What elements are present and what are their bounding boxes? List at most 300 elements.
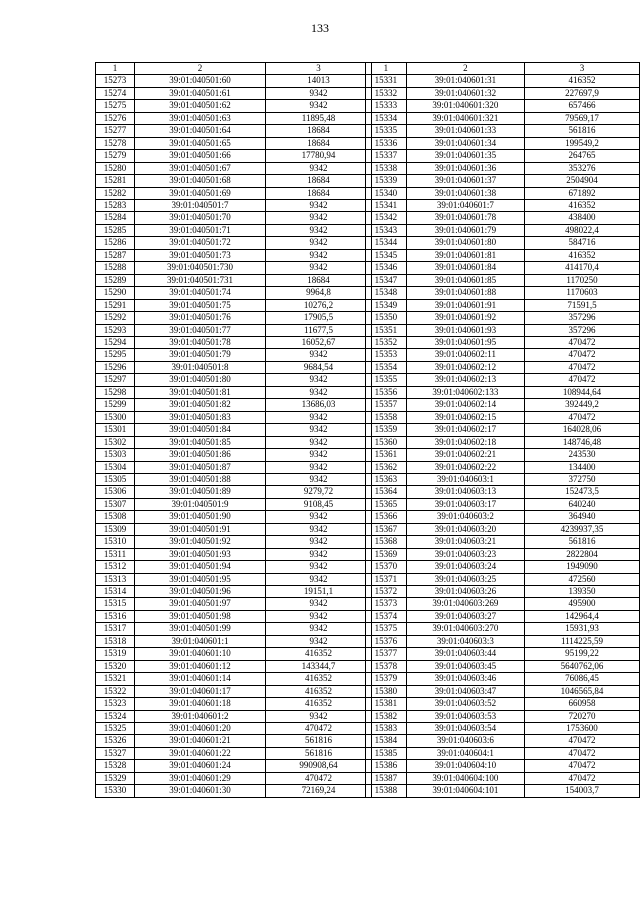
table-row: [96, 747, 372, 759]
cadastral-number-cell: 39:01:040501:95: [135, 573, 266, 585]
table-row: [96, 698, 372, 710]
row-number-cell: 15348: [366, 287, 407, 299]
table-row: [366, 623, 640, 635]
cadastral-number-cell: 39:01:040602:22: [406, 461, 524, 473]
table-row: [366, 287, 640, 299]
cadastral-number-cell: 39:01:040501:83: [135, 411, 266, 423]
cadastral-number-cell: 39:01:040601:29: [135, 772, 266, 784]
row-number-cell: 15273: [96, 75, 135, 87]
value-cell: 660958: [525, 698, 640, 710]
value-cell: 148746,48: [525, 436, 640, 448]
row-number-cell: 15342: [366, 212, 407, 224]
table-header-row: [366, 63, 640, 75]
cadastral-number-cell: 39:01:040603:53: [406, 710, 524, 722]
cadastral-number-cell: 39:01:040601:85: [406, 274, 524, 286]
table-row: [366, 723, 640, 735]
value-cell: 243530: [525, 449, 640, 461]
table-row: [366, 735, 640, 747]
value-cell: 9342: [266, 212, 372, 224]
value-cell: 414170,4: [525, 262, 640, 274]
value-cell: 470472: [525, 349, 640, 361]
row-number-cell: 15284: [96, 212, 135, 224]
table-row: [96, 150, 372, 162]
header-col-2: 2: [135, 63, 266, 75]
value-cell: 199549,2: [525, 137, 640, 149]
row-number-cell: 15337: [366, 150, 407, 162]
row-number-cell: 15380: [366, 685, 407, 697]
cadastral-number-cell: 39:01:040601:12: [135, 660, 266, 672]
row-number-cell: 15289: [96, 274, 135, 286]
table-row: [96, 710, 372, 722]
table-row: [366, 324, 640, 336]
row-number-cell: 15298: [96, 386, 135, 398]
cadastral-number-cell: 39:01:040601:93: [406, 324, 524, 336]
header-col-1: 1: [96, 63, 135, 75]
row-number-cell: 15282: [96, 187, 135, 199]
row-number-cell: 15367: [366, 523, 407, 535]
table-row: [96, 760, 372, 772]
row-number-cell: 15368: [366, 536, 407, 548]
value-cell: 416352: [266, 673, 372, 685]
value-cell: 139350: [525, 586, 640, 598]
row-number-cell: 15381: [366, 698, 407, 710]
table-row: [366, 511, 640, 523]
value-cell: 9342: [266, 573, 372, 585]
row-number-cell: 15372: [366, 586, 407, 598]
row-number-cell: 15302: [96, 436, 135, 448]
value-cell: 1949090: [525, 561, 640, 573]
cadastral-number-cell: 39:01:040603:45: [406, 660, 524, 672]
cadastral-number-cell: 39:01:040604:101: [406, 785, 524, 797]
value-cell: 9342: [266, 162, 372, 174]
value-cell: 470472: [525, 411, 640, 423]
table-row: [96, 511, 372, 523]
value-cell: 416352: [525, 75, 640, 87]
value-cell: 990908,64: [266, 760, 372, 772]
cadastral-number-cell: 39:01:040501:85: [135, 436, 266, 448]
table-row: [96, 312, 372, 324]
table-row: [96, 175, 372, 187]
row-number-cell: 15379: [366, 673, 407, 685]
row-number-cell: 15338: [366, 162, 407, 174]
value-cell: 438400: [525, 212, 640, 224]
cadastral-number-cell: 39:01:040604:1: [406, 747, 524, 759]
value-cell: 9342: [266, 511, 372, 523]
table-row: [366, 249, 640, 261]
cadastral-number-cell: 39:01:040601:7: [406, 199, 524, 211]
row-number-cell: 15313: [96, 573, 135, 585]
cadastral-number-cell: 39:01:040501:70: [135, 212, 266, 224]
table-row: [96, 299, 372, 311]
table-row: [96, 586, 372, 598]
cadastral-number-cell: 39:01:040603:13: [406, 486, 524, 498]
cadastral-number-cell: 39:01:040501:89: [135, 486, 266, 498]
row-number-cell: 15328: [96, 760, 135, 772]
table-row: [366, 137, 640, 149]
cadastral-number-cell: 39:01:040501:9: [135, 498, 266, 510]
cadastral-number-cell: 39:01:040601:80: [406, 237, 524, 249]
row-number-cell: 15377: [366, 648, 407, 660]
table-row: [366, 461, 640, 473]
table-row: [96, 349, 372, 361]
row-number-cell: 15355: [366, 374, 407, 386]
row-number-cell: 15279: [96, 150, 135, 162]
row-number-cell: 15353: [366, 349, 407, 361]
value-cell: 9342: [266, 386, 372, 398]
value-cell: 657466: [525, 100, 640, 112]
cadastral-number-cell: 39:01:040501:66: [135, 150, 266, 162]
row-number-cell: 15361: [366, 449, 407, 461]
value-cell: 1046565,84: [525, 685, 640, 697]
table-row: [366, 361, 640, 373]
cadastral-number-cell: 39:01:040601:31: [406, 75, 524, 87]
value-cell: 561816: [525, 536, 640, 548]
table-row: [96, 100, 372, 112]
row-number-cell: 15378: [366, 660, 407, 672]
row-number-cell: 15370: [366, 561, 407, 573]
cadastral-number-cell: 39:01:040601:320: [406, 100, 524, 112]
cadastral-number-cell: 39:01:040601:1: [135, 635, 266, 647]
cadastral-number-cell: 39:01:040603:20: [406, 523, 524, 535]
cadastral-number-cell: 39:01:040501:63: [135, 112, 266, 124]
cadastral-number-cell: 39:01:040601:2: [135, 710, 266, 722]
cadastral-number-cell: 39:01:040601:321: [406, 112, 524, 124]
value-cell: 9342: [266, 249, 372, 261]
table-row: [366, 660, 640, 672]
cadastral-number-cell: 39:01:040501:86: [135, 449, 266, 461]
table-row: [366, 573, 640, 585]
value-cell: 9342: [266, 598, 372, 610]
table-row: [96, 187, 372, 199]
cadastral-number-cell: 39:01:040601:32: [406, 87, 524, 99]
table-row: [96, 598, 372, 610]
table-row: [366, 473, 640, 485]
value-cell: 9342: [266, 610, 372, 622]
cadastral-number-cell: 39:01:040501:61: [135, 87, 266, 99]
row-number-cell: 15334: [366, 112, 407, 124]
value-cell: 14013: [266, 75, 372, 87]
value-cell: 9342: [266, 224, 372, 236]
value-cell: 164028,06: [525, 424, 640, 436]
row-number-cell: 15317: [96, 623, 135, 635]
cadastral-number-cell: 39:01:040501:77: [135, 324, 266, 336]
row-number-cell: 15276: [96, 112, 135, 124]
value-cell: 470472: [525, 735, 640, 747]
row-number-cell: 15311: [96, 548, 135, 560]
cadastral-number-cell: 39:01:040604:100: [406, 772, 524, 784]
value-cell: 17780,94: [266, 150, 372, 162]
value-cell: 9342: [266, 561, 372, 573]
row-number-cell: 15382: [366, 710, 407, 722]
table-row: [366, 199, 640, 211]
table-row: [96, 162, 372, 174]
row-number-cell: 15354: [366, 361, 407, 373]
cadastral-number-cell: 39:01:040604:10: [406, 760, 524, 772]
cadastral-number-cell: 39:01:040602:15: [406, 411, 524, 423]
cadastral-number-cell: 39:01:040601:37: [406, 175, 524, 187]
right-table: [365, 62, 640, 798]
header-col-3: 3: [525, 63, 640, 75]
value-cell: 18684: [266, 125, 372, 137]
table-row: [366, 785, 640, 797]
table-row: [366, 237, 640, 249]
value-cell: 1114225,59: [525, 635, 640, 647]
table-row: [96, 660, 372, 672]
cadastral-number-cell: 39:01:040602:133: [406, 386, 524, 398]
value-cell: 671892: [525, 187, 640, 199]
value-cell: 13686,03: [266, 399, 372, 411]
cadastral-number-cell: 39:01:040601:92: [406, 312, 524, 324]
cadastral-number-cell: 39:01:040501:67: [135, 162, 266, 174]
table-row: [96, 461, 372, 473]
cadastral-number-cell: 39:01:040603:47: [406, 685, 524, 697]
cadastral-number-cell: 39:01:040501:65: [135, 137, 266, 149]
cadastral-number-cell: 39:01:040501:78: [135, 336, 266, 348]
table-row: [366, 224, 640, 236]
table-row: [366, 162, 640, 174]
table-row: [366, 548, 640, 560]
table-row: [96, 635, 372, 647]
value-cell: 720270: [525, 710, 640, 722]
table-row: [96, 386, 372, 398]
row-number-cell: 15295: [96, 349, 135, 361]
row-number-cell: 15325: [96, 723, 135, 735]
cadastral-number-cell: 39:01:040501:75: [135, 299, 266, 311]
value-cell: 9342: [266, 548, 372, 560]
cadastral-number-cell: 39:01:040601:78: [406, 212, 524, 224]
table-row: [366, 449, 640, 461]
value-cell: 9342: [266, 536, 372, 548]
value-cell: 9342: [266, 87, 372, 99]
cadastral-number-cell: 39:01:040501:76: [135, 312, 266, 324]
cadastral-number-cell: 39:01:040501:731: [135, 274, 266, 286]
row-number-cell: 15386: [366, 760, 407, 772]
value-cell: 4239937,35: [525, 523, 640, 535]
value-cell: 2822804: [525, 548, 640, 560]
cadastral-number-cell: 39:01:040603:3: [406, 635, 524, 647]
value-cell: 143344,7: [266, 660, 372, 672]
cadastral-number-cell: 39:01:040501:96: [135, 586, 266, 598]
table-row: [366, 698, 640, 710]
value-cell: 18684: [266, 274, 372, 286]
row-number-cell: 15388: [366, 785, 407, 797]
value-cell: 9342: [266, 237, 372, 249]
row-number-cell: 15347: [366, 274, 407, 286]
left-table-body: [96, 75, 372, 797]
row-number-cell: 15360: [366, 436, 407, 448]
table-row: [366, 710, 640, 722]
value-cell: 416352: [525, 199, 640, 211]
row-number-cell: 15376: [366, 635, 407, 647]
table-row: [96, 262, 372, 274]
row-number-cell: 15344: [366, 237, 407, 249]
cadastral-number-cell: 39:01:040601:81: [406, 249, 524, 261]
table-row: [366, 536, 640, 548]
cadastral-number-cell: 39:01:040501:90: [135, 511, 266, 523]
table-row: [366, 523, 640, 535]
cadastral-number-cell: 39:01:040601:21: [135, 735, 266, 747]
value-cell: 470472: [525, 772, 640, 784]
row-number-cell: 15305: [96, 473, 135, 485]
value-cell: 9342: [266, 635, 372, 647]
value-cell: 9342: [266, 436, 372, 448]
row-number-cell: 15369: [366, 548, 407, 560]
value-cell: 18684: [266, 175, 372, 187]
cadastral-number-cell: 39:01:040601:35: [406, 150, 524, 162]
value-cell: 15931,93: [525, 623, 640, 635]
cadastral-number-cell: 39:01:040601:10: [135, 648, 266, 660]
cadastral-number-cell: 39:01:040603:1: [406, 473, 524, 485]
value-cell: 353276: [525, 162, 640, 174]
row-number-cell: 15333: [366, 100, 407, 112]
header-col-1: 1: [366, 63, 407, 75]
value-cell: 9342: [266, 424, 372, 436]
value-cell: 264765: [525, 150, 640, 162]
row-number-cell: 15356: [366, 386, 407, 398]
cadastral-number-cell: 39:01:040601:17: [135, 685, 266, 697]
row-number-cell: 15375: [366, 623, 407, 635]
cadastral-number-cell: 39:01:040501:730: [135, 262, 266, 274]
value-cell: 10276,2: [266, 299, 372, 311]
row-number-cell: 15280: [96, 162, 135, 174]
table-row: [96, 411, 372, 423]
cadastral-number-cell: 39:01:040601:38: [406, 187, 524, 199]
table-row: [366, 262, 640, 274]
table-row: [96, 125, 372, 137]
table-row: [96, 449, 372, 461]
row-number-cell: 15352: [366, 336, 407, 348]
value-cell: 416352: [266, 648, 372, 660]
value-cell: 561816: [525, 125, 640, 137]
value-cell: 1170250: [525, 274, 640, 286]
table-row: [366, 87, 640, 99]
value-cell: 9342: [266, 262, 372, 274]
value-cell: 9342: [266, 349, 372, 361]
value-cell: 416352: [266, 685, 372, 697]
cadastral-number-cell: 39:01:040601:95: [406, 336, 524, 348]
value-cell: 5640762,06: [525, 660, 640, 672]
table-row: [96, 473, 372, 485]
table-row: [366, 349, 640, 361]
table-row: [96, 87, 372, 99]
row-number-cell: 15324: [96, 710, 135, 722]
row-number-cell: 15374: [366, 610, 407, 622]
cadastral-number-cell: 39:01:040602:13: [406, 374, 524, 386]
table-row: [96, 735, 372, 747]
cadastral-number-cell: 39:01:040601:14: [135, 673, 266, 685]
cadastral-number-cell: 39:01:040601:84: [406, 262, 524, 274]
cadastral-number-cell: 39:01:040501:99: [135, 623, 266, 635]
table-row: [96, 498, 372, 510]
value-cell: 134400: [525, 461, 640, 473]
row-number-cell: 15350: [366, 312, 407, 324]
table-row: [96, 237, 372, 249]
row-number-cell: 15301: [96, 424, 135, 436]
row-number-cell: 15341: [366, 199, 407, 211]
row-number-cell: 15320: [96, 660, 135, 672]
value-cell: 470472: [525, 760, 640, 772]
row-number-cell: 15326: [96, 735, 135, 747]
row-number-cell: 15278: [96, 137, 135, 149]
table-row: [366, 411, 640, 423]
value-cell: 470472: [266, 772, 372, 784]
row-number-cell: 15365: [366, 498, 407, 510]
value-cell: 498022,4: [525, 224, 640, 236]
row-number-cell: 15371: [366, 573, 407, 585]
cadastral-number-cell: 39:01:040603:270: [406, 623, 524, 635]
value-cell: 11677,5: [266, 324, 372, 336]
row-number-cell: 15373: [366, 598, 407, 610]
header-col-3: 3: [266, 63, 372, 75]
value-cell: 9342: [266, 411, 372, 423]
table-row: [96, 523, 372, 535]
cadastral-number-cell: 39:01:040501:82: [135, 399, 266, 411]
value-cell: 19151,1: [266, 586, 372, 598]
cadastral-number-cell: 39:01:040603:54: [406, 723, 524, 735]
value-cell: 561816: [266, 747, 372, 759]
table-row: [96, 772, 372, 784]
table-row: [96, 212, 372, 224]
value-cell: 227697,9: [525, 87, 640, 99]
cadastral-number-cell: 39:01:040602:14: [406, 399, 524, 411]
table-header-row: [96, 63, 372, 75]
cadastral-number-cell: 39:01:040501:92: [135, 536, 266, 548]
table-row: [96, 112, 372, 124]
value-cell: 71591,5: [525, 299, 640, 311]
cadastral-number-cell: 39:01:040603:23: [406, 548, 524, 560]
row-number-cell: 15297: [96, 374, 135, 386]
cadastral-number-cell: 39:01:040501:72: [135, 237, 266, 249]
table-row: [96, 685, 372, 697]
table-row: [366, 312, 640, 324]
table-row: [366, 125, 640, 137]
value-cell: 416352: [525, 249, 640, 261]
row-number-cell: 15318: [96, 635, 135, 647]
row-number-cell: 15277: [96, 125, 135, 137]
row-number-cell: 15306: [96, 486, 135, 498]
table-row: [366, 436, 640, 448]
table-row: [366, 648, 640, 660]
value-cell: 1753600: [525, 723, 640, 735]
cadastral-number-cell: 39:01:040501:73: [135, 249, 266, 261]
table-row: [366, 374, 640, 386]
row-number-cell: 15331: [366, 75, 407, 87]
table-row: [96, 436, 372, 448]
cadastral-number-cell: 39:01:040601:33: [406, 125, 524, 137]
cadastral-number-cell: 39:01:040501:69: [135, 187, 266, 199]
table-row: [366, 486, 640, 498]
cadastral-number-cell: 39:01:040501:8: [135, 361, 266, 373]
table-row: [366, 336, 640, 348]
row-number-cell: 15335: [366, 125, 407, 137]
row-number-cell: 15291: [96, 299, 135, 311]
value-cell: 9342: [266, 374, 372, 386]
table-row: [96, 137, 372, 149]
value-cell: 357296: [525, 324, 640, 336]
cadastral-number-cell: 39:01:040601:18: [135, 698, 266, 710]
value-cell: 364940: [525, 511, 640, 523]
cadastral-number-cell: 39:01:040603:27: [406, 610, 524, 622]
table-row: [96, 399, 372, 411]
left-table: [95, 62, 372, 798]
row-number-cell: 15307: [96, 498, 135, 510]
value-cell: 11895,48: [266, 112, 372, 124]
row-number-cell: 15283: [96, 199, 135, 211]
cadastral-number-cell: 39:01:040603:17: [406, 498, 524, 510]
right-table-body: [366, 75, 640, 797]
value-cell: 9279,72: [266, 486, 372, 498]
table-row: [96, 287, 372, 299]
